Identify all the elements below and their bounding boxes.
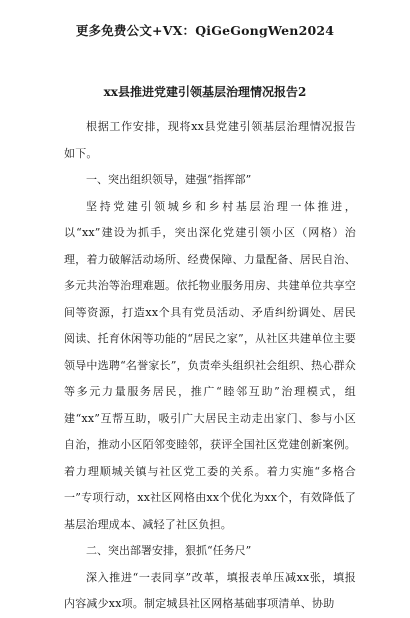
section-1-paragraph: 坚持党建引领城乡和乡村基层治理一体推进，以“xx”建设为抓手，突出深化党建引领小区（网格）治理，着力破解活动场所、经费保障、力量配备、居民自治、多元共治等治理难题。依托物业服务用房、共建单位共享空间等资源，打造xx个具有党员活动、矛盾纠纷调处、居民阅读、托育休闲等功能的“居民之家”，从社区共建单位主要领导中选聘“名誉家长”，负责牵头组织社会组织、热心群众等多元力量服务居民，推广“睦邻互助”治理模式，组建“xx”互帮互助，吸引广大居民主动走出家门、参与小区自治，推动小区陌邻变睦邻，获评全国社区党建创新案例。着力理顺城关镇与社区党工委的关系。着力实施“多格合一”专项行动，xx社区网格由xx个优化为xx个，有效降低了基层治理成本、减轻了社区负担。 [64, 199, 356, 531]
watermark-text: 更多免费公文+VX：QiGeGongWen2024 [75, 23, 335, 38]
intro-paragraph: 根据工作安排，现将xx县党建引领基层治理情况报告如下。 [64, 120, 356, 160]
document-body [64, 114, 356, 618]
section-2-heading: 二、突出部署安排，狠抓“任务尺” [86, 544, 252, 557]
section-2-paragraph: 深入推进“一表同享”改革，填报表单压减xx张，填报内容减少xx项。制定城县社区网格基础事项清单、协助 [64, 570, 356, 610]
section-1-heading: 一、突出组织领导，建强“指挥部” [86, 173, 252, 186]
document-title: xx县推进党建引领基层治理情况报告2 [103, 85, 307, 99]
